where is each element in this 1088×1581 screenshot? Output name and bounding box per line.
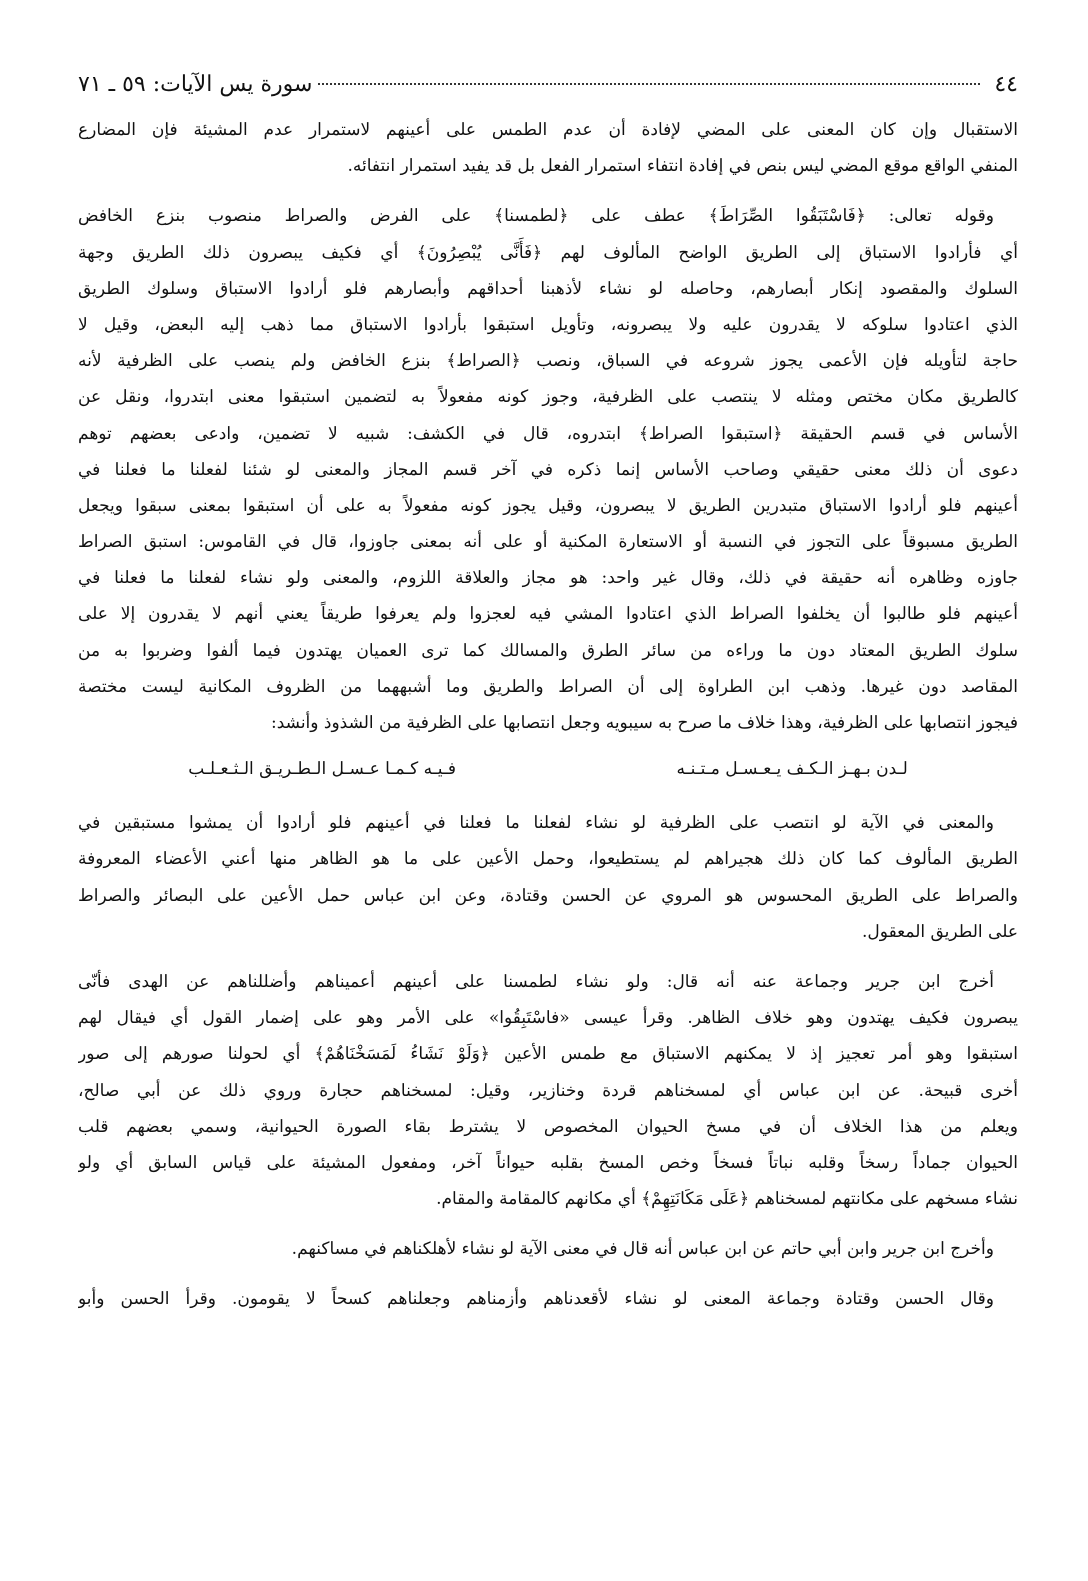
text-line: والمعنى في الآية لو انتصب على الظرفية لو نشاء لفعلنا ما فعلنا في أعينهم فلو أرادوا أن يمشوا مستبقين في <box>78 813 994 834</box>
text-line: يبصرون فكيف يهتدون وهو خلاف الظاهر. وقرأ عيسى «فاسْتَبِقُوا» على الأمر وهو على إضمار القول أي فيقال لهم <box>78 1008 1018 1029</box>
poetry-verse <box>78 751 1018 791</box>
text-line: وقال الحسن وقتادة وجماعة المعنى لو نشاء لأقعدناهم وأزمناهم وجعلناهم كسحاً لا يقومون. وقرأ الحسن وأبو <box>78 1289 994 1310</box>
paragraph <box>78 112 1018 184</box>
page-number: ٤٤ <box>994 72 1018 97</box>
text-line: الحيوان جماداً رسخاً وقلبه نباتاً فسخاً وخص المسخ بقلبه حيواناً آخر، ومفعول المشيئة على قياس السابق أي ولو <box>78 1152 1018 1173</box>
paragraph-gap <box>78 950 1018 964</box>
text-line: نشاء مسخهم على مكانتهم لمسخناهم ﴿عَلَى مَكَانَتِهِمْ﴾ أي مكانهم كالمقامة والمقام. <box>436 1189 1018 1210</box>
paragraph-gap <box>78 1267 1018 1281</box>
text-line: السلوك والمقصود إنكار أبصارهم، وحاصله لو نشاء لأذهبنا أحداقهم وأبصارهم فلو أرادوا الاستباق وسلوك الطريق <box>78 278 1018 299</box>
body-before-verse <box>78 112 1018 741</box>
paragraph <box>78 805 1018 950</box>
text-line: والصراط على الطريق المحسوس هو المروي عن الحسن وقتادة، وعن ابن عباس حمل الأعين على البصائر والصراط <box>78 885 1018 906</box>
text-line: وأخرج ابن جرير وابن أبي حاتم عن ابن عباس أنه قال في معنى الآية لو نشاء لأهلكناهم في مساكنهم. <box>291 1239 994 1260</box>
text-line: الطريق مسبوقاً على التجوز في النسبة أو الاستعارة المكنية أو على أنه بمعنى جاوزوا، قال في القاموس: استبق الصراط <box>78 532 1018 553</box>
text-line: دعوى أن ذلك معنى حقيقي وصاحب الأساس إنما ذكره في آخر قسم المجاز والمعنى لو شئنا لفعلنا ما فعلنا في <box>78 459 1018 480</box>
text-line: أي فأرادوا الاستباق إلى الطريق الواضح المألوف لهم ﴿فَأَنَّى يُبْصِرُونَ﴾ أي فكيف يبصرون ذلك الطريق وجهة <box>78 242 1018 263</box>
verse-first-hemistich: لـدن بـهـز الـكـف يـعـسـل مـتـنـه <box>676 759 908 780</box>
body-after-verse <box>78 805 1018 1317</box>
text-line: الذي اعتادوا سلوكه لا يقدرون عليه ولا يبصرونه، وتأويل استبقوا بأرادوا الاستباق مما ذهب إليه البعض، وقيل لا <box>78 314 1018 335</box>
paragraph <box>78 1281 1018 1317</box>
text-line: وقوله تعالى: ﴿فَاسْتَبَقُوا الصِّرَاطَ﴾ عطف على ﴿لطمسنا﴾ على الفرض والصراط منصوب بنزع الخافض <box>78 206 994 227</box>
text-line: سلوك الطريق المعتاد دون ما وراءه من سائر الطرق والمسالك كما ترى العميان يهتدون فيما ألفوا وضربوا به من <box>78 640 1018 661</box>
text-line: جاوزه وظاهره أنه حقيقة في ذلك، وقال غير واحد: هو مجاز والعلاقة اللزوم، والمعنى ولو نشاء لفعلنا ما فعلنا في <box>78 568 1018 589</box>
text-line: أخرج ابن جرير وجماعة عنه أنه قال: ولو نشاء لطمسنا على أعينهم أعميناهم وأضللناهم عن الهدى فأنّى <box>78 971 994 992</box>
text-line: استبقوا وهو أمر تعجيز إذ لا يمكنهم الاستباق مع طمس الأعين ﴿وَلَوْ نَشَاءُ لَمَسَخْنَاهُمْ﴾ أي لحولنا صورهم إلى صور <box>78 1044 1018 1065</box>
text-line: أخرى قبيحة. عن ابن عباس أي لمسخناهم قردة وخنازير، وقيل: لمسخناهم حجارة وروي ذلك عن أبي صالح، <box>78 1080 1018 1101</box>
text-line: المنفي الواقع موقع المضي ليس بنص في إفادة انتفاء استمرار الفعل بل قد يفيد استمرار انتفائه. <box>347 156 1018 177</box>
leader-dots <box>318 83 980 85</box>
text-line: فيجوز انتصابها على الظرفية، وهذا خلاف ما صرح به سيبويه وجعل انتصابها على الظرفية من الشذوذ وأنشد: <box>271 713 1018 733</box>
text-line: المقاصد دون غيرها. وذهب ابن الطراوة إلى أن الصراط والطريق وما أشبههما من الظروف المكانية ليست مختصة <box>78 676 1018 697</box>
text-line: الاستقبال وإن كان المعنى على المضي لإفادة أن عدم الطمس على أعينهم لاستمرار عدم المشيئة فإن المضارع <box>78 120 1018 140</box>
text-line: كالطريق مكان مختص ومثله لا ينتصب على الظرفية، وجوز كونه مفعولاً به لتضمين استبقوا معنى ابتدروا، ونقل عن <box>78 387 1018 408</box>
text-line: على الطريق المعقول. <box>862 921 1018 942</box>
text-line: الأساس في قسم الحقيقة ﴿استبقوا الصراط﴾ ابتدروه، قال في الكشف: شبيه لا تضمين، وادعى بعضهم توهم <box>78 423 1018 444</box>
text-line: حاجة لتأويله فإن الأعمى يجوز شروعه في السباق، ونصب ﴿الصراط﴾ بنزع الخافض ولم ينصب على الظرفية لأنه <box>78 351 1018 372</box>
page-header <box>78 72 1018 112</box>
paragraph <box>78 964 1018 1217</box>
running-title: سورة يس الآيات: ٥٩ ـ ٧١ <box>78 72 313 97</box>
text-line: الطريق المألوف كما كان ذلك هجيراهم لم يستطيعوا، وحمل الأعين على ما هو الظاهر منها أعني الأعضاء المعروفة <box>78 849 1018 870</box>
text-line: ويعلم من هذا الخلاف أن في مسخ الحيوان المخصوص لا يشترط بقاء الصورة الحيوانية، وسمي بعضهم قلب <box>78 1116 1018 1137</box>
text-line: أعينهم فلو أرادوا الاستباق متبدرين الطريق لا يبصرون، وقيل يجوز كونه مفعولاً به على أن استبقوا بمعنى سبقوا ويجعل <box>78 495 1018 516</box>
paragraph <box>78 198 1018 741</box>
paragraph-gap <box>78 1217 1018 1231</box>
paragraph-gap <box>78 184 1018 198</box>
verse-second-hemistich: فـيـه كـمـا عـسـل الـطـريـق الـثـعـلـب <box>188 759 456 780</box>
text-line: أعينهم فلو طالبوا أن يخلفوا الصراط الذي اعتادوا المشي فيه لعجزوا ولم يعرفوا طريقاً يعني أنهم لا يقدرون إلا على <box>78 604 1018 625</box>
paragraph <box>78 1231 1018 1267</box>
document-page <box>78 72 1018 1318</box>
